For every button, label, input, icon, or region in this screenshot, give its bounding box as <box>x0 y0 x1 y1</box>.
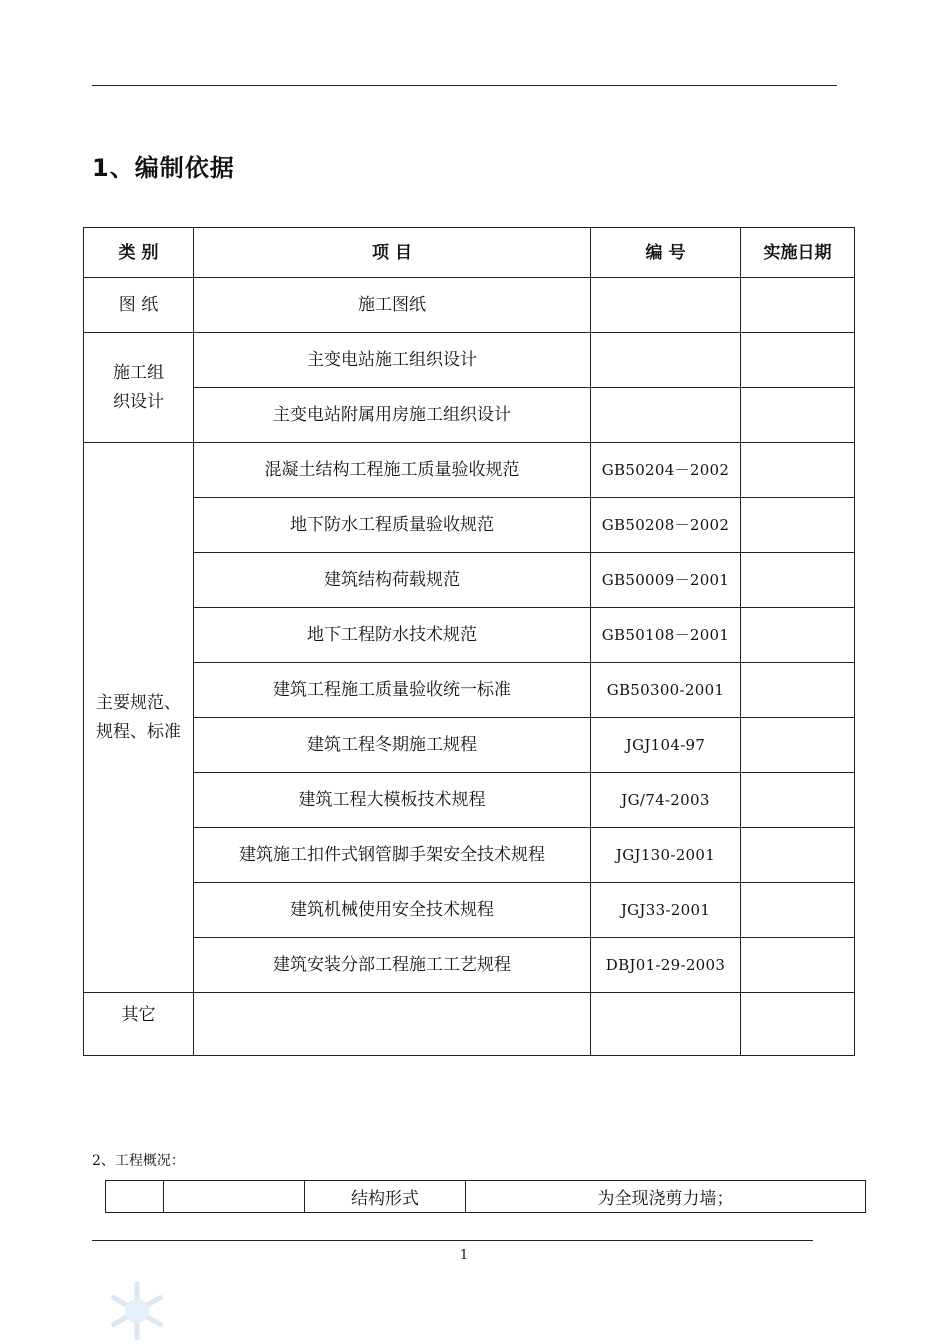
code-cell: GB50204－2002 <box>591 443 741 498</box>
item-cell <box>194 993 591 1056</box>
item-cell: 主变电站附属用房施工组织设计 <box>194 388 591 443</box>
item-cell: 建筑施工扣件式钢管脚手架安全技术规程 <box>194 828 591 883</box>
table-row <box>84 553 855 608</box>
table-row <box>84 443 855 498</box>
code-cell <box>591 993 741 1056</box>
item-cell: 建筑工程冬期施工规程 <box>194 718 591 773</box>
page-number: 1 <box>459 1248 469 1263</box>
table-row <box>84 498 855 553</box>
date-cell <box>741 883 855 938</box>
header-code: 编 号 <box>591 228 741 278</box>
code-cell: JGJ104-97 <box>591 718 741 773</box>
table-row <box>84 993 855 1056</box>
code-cell: JGJ33-2001 <box>591 883 741 938</box>
date-cell <box>741 608 855 663</box>
item-cell: 建筑工程大模板技术规程 <box>194 773 591 828</box>
item-cell: 混凝土结构工程施工质量验收规范 <box>194 443 591 498</box>
table-row <box>84 883 855 938</box>
code-cell <box>591 278 741 333</box>
item-cell: 主变电站施工组织设计 <box>194 333 591 388</box>
date-cell <box>741 278 855 333</box>
overview-label-cell: 结构形式 <box>305 1181 466 1213</box>
item-cell: 建筑机械使用安全技术规程 <box>194 883 591 938</box>
basis-table <box>83 227 855 1056</box>
date-cell <box>741 828 855 883</box>
table-row <box>84 333 855 388</box>
table-row <box>84 828 855 883</box>
category-cell: 其它 <box>84 993 194 1056</box>
footer-rule <box>92 1240 813 1241</box>
table-row <box>106 1181 866 1213</box>
overview-table <box>105 1180 866 1213</box>
code-cell: DBJ01-29-2003 <box>591 938 741 993</box>
header-item: 项 目 <box>194 228 591 278</box>
code-cell: GB50300-2001 <box>591 663 741 718</box>
category-cell: 图 纸 <box>84 278 194 333</box>
table-row <box>84 718 855 773</box>
date-cell <box>741 443 855 498</box>
category-cell: 主要规范、规程、标准 <box>84 443 194 993</box>
item-cell: 建筑结构荷载规范 <box>194 553 591 608</box>
date-cell <box>741 333 855 388</box>
item-cell: 地下防水工程质量验收规范 <box>194 498 591 553</box>
code-cell <box>591 388 741 443</box>
table-row <box>84 278 855 333</box>
table-row <box>84 388 855 443</box>
snowflake-watermark-icon <box>104 1278 170 1344</box>
code-cell <box>591 333 741 388</box>
date-cell <box>741 663 855 718</box>
date-cell <box>741 938 855 993</box>
date-cell <box>741 498 855 553</box>
item-cell: 地下工程防水技术规范 <box>194 608 591 663</box>
code-cell: GB50009－2001 <box>591 553 741 608</box>
date-cell <box>741 553 855 608</box>
date-cell <box>741 993 855 1056</box>
date-cell <box>741 773 855 828</box>
overview-value-cell: 为全现浇剪力墙； <box>466 1181 866 1213</box>
header-category: 类 别 <box>84 228 194 278</box>
code-cell: GB50108－2001 <box>591 608 741 663</box>
date-cell <box>741 388 855 443</box>
table-header-row <box>84 228 855 278</box>
code-cell: GB50208－2002 <box>591 498 741 553</box>
table-row <box>84 663 855 718</box>
item-cell: 建筑工程施工质量验收统一标准 <box>194 663 591 718</box>
header-rule <box>92 85 837 86</box>
table-row <box>84 938 855 993</box>
header-date: 实施日期 <box>741 228 855 278</box>
date-cell <box>741 718 855 773</box>
code-cell: JGJ130-2001 <box>591 828 741 883</box>
table-row <box>84 608 855 663</box>
section-heading: 1、编制依据 <box>92 154 235 182</box>
item-cell: 施工图纸 <box>194 278 591 333</box>
table-row <box>84 773 855 828</box>
code-cell: JG/74-2003 <box>591 773 741 828</box>
section2-title: 2、工程概况： <box>92 1153 185 1169</box>
overview-cell <box>106 1181 164 1213</box>
category-cell: 施工组织设计 <box>84 333 194 443</box>
item-cell: 建筑安装分部工程施工工艺规程 <box>194 938 591 993</box>
overview-cell <box>164 1181 305 1213</box>
